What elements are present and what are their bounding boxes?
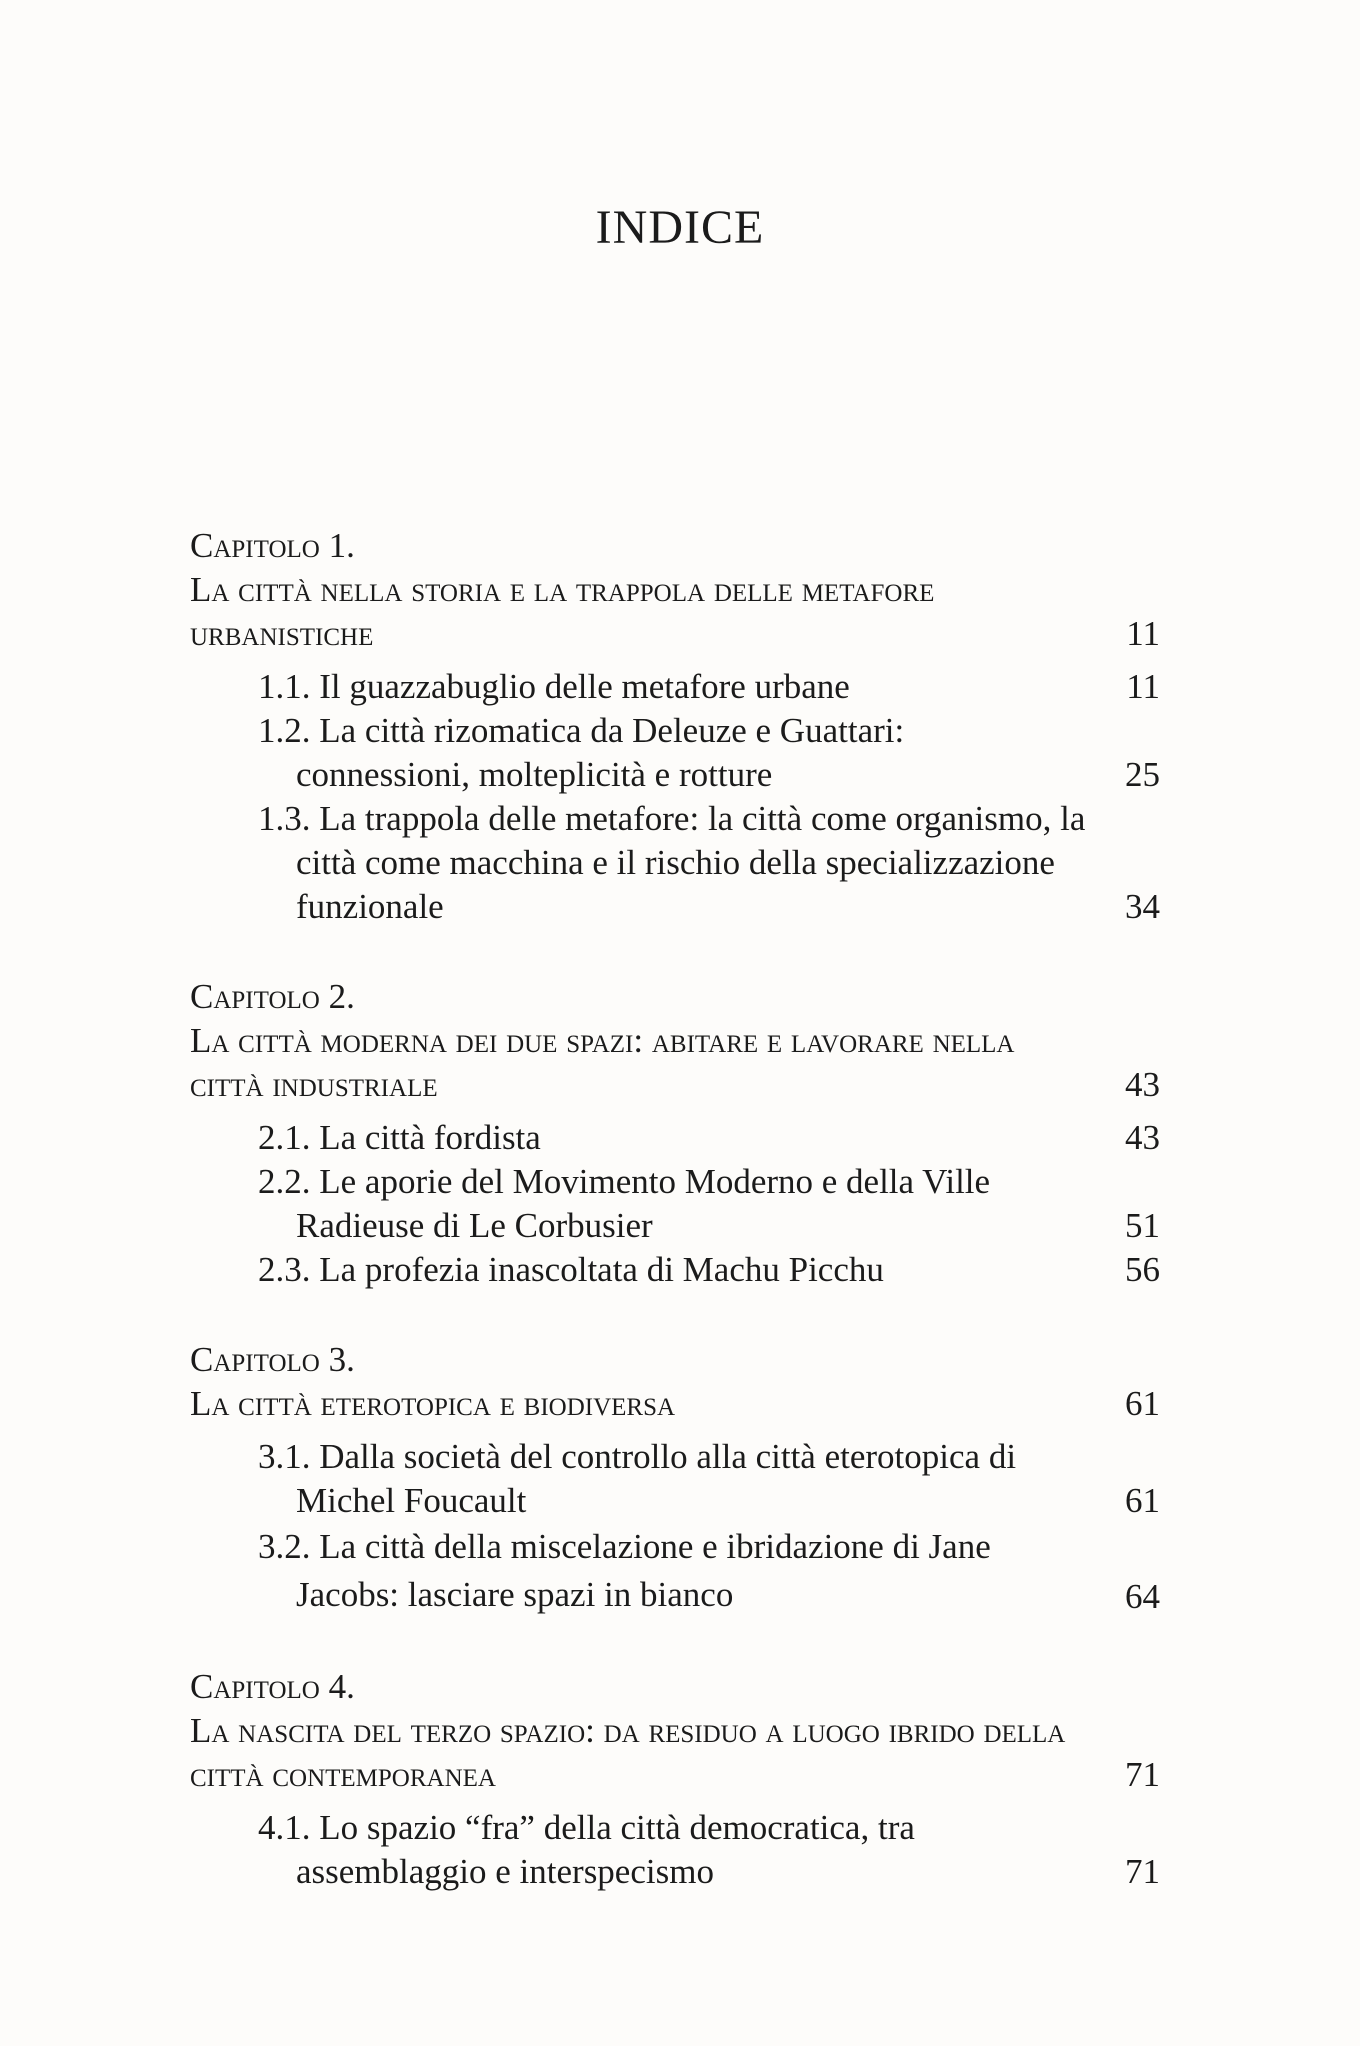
chapter-title: La città moderna dei due spazi: abitare e lavorare nella città industriale	[190, 1021, 1015, 1104]
chapter-title-entry[interactable]	[190, 568, 1160, 656]
section-entry[interactable]	[190, 1806, 1160, 1894]
section-title: 2.1. La città fordista	[258, 1118, 541, 1157]
section-entry[interactable]	[190, 1523, 1160, 1619]
chapter-title: La città nella storia e la trappola delle metafore urbanistiche	[190, 570, 935, 653]
chapter-title-entry[interactable]	[190, 1382, 1160, 1426]
section-entry[interactable]	[190, 1160, 1160, 1248]
chapter-2	[190, 975, 1160, 1292]
section-entry[interactable]	[190, 1248, 1160, 1292]
section-title: 3.2. La città della miscelazione e ibridazione di Jane Jacobs: lasciare spazi in bianco	[258, 1527, 991, 1614]
chapter-title-entry[interactable]	[190, 1019, 1160, 1107]
chapter-label: Capitolo 4.	[190, 1667, 355, 1706]
section-title: 2.3. La profezia inascoltata di Machu Picchu	[258, 1250, 884, 1289]
chapter-4	[190, 1665, 1160, 1894]
chapter-label: Capitolo 1.	[190, 526, 355, 565]
page-number: 25	[1125, 755, 1160, 794]
section-entry[interactable]	[190, 709, 1160, 797]
page-number: 11	[1126, 667, 1160, 706]
section-entry[interactable]	[190, 797, 1160, 929]
page-title: INDICE	[595, 201, 765, 254]
page-number: 43	[1125, 1065, 1160, 1104]
section-title: 1.3. La trappola delle metafore: la città come organismo, la città come macchina e il rischio della specializzazione funzionale	[258, 799, 1086, 926]
section-entry[interactable]	[190, 1116, 1160, 1160]
page-number: 64	[1125, 1577, 1160, 1616]
table-of-contents	[190, 524, 1160, 1940]
section-title: 1.1. Il guazzabuglio delle metafore urbane	[258, 667, 850, 706]
section-entry[interactable]	[190, 665, 1160, 709]
page-number: 51	[1125, 1206, 1160, 1245]
chapter-3	[190, 1338, 1160, 1619]
chapter-title-entry[interactable]	[190, 1709, 1160, 1797]
page-number: 56	[1125, 1250, 1160, 1289]
page-number: 61	[1125, 1481, 1160, 1520]
section-title: 1.2. La città rizomatica da Deleuze e Guattari: connessioni, molteplicità e rotture	[258, 711, 905, 794]
page-number: 11	[1126, 614, 1160, 653]
section-entry[interactable]	[190, 1435, 1160, 1523]
section-title: 2.2. Le aporie del Movimento Moderno e della Ville Radieuse di Le Corbusier	[258, 1162, 991, 1245]
chapter-title: La nascita del terzo spazio: da residuo a luogo ibrido della città contemporanea	[190, 1711, 1066, 1794]
page-number: 71	[1125, 1755, 1160, 1794]
chapter-title: La città eterotopica e biodiversa	[190, 1384, 676, 1423]
chapter-label: Capitolo 2.	[190, 977, 355, 1016]
page-number: 71	[1125, 1852, 1160, 1891]
chapter-1	[190, 524, 1160, 929]
section-title: 4.1. Lo spazio “fra” della città democratica, tra assemblaggio e interspecismo	[258, 1808, 915, 1891]
page-number: 61	[1125, 1384, 1160, 1423]
chapter-label: Capitolo 3.	[190, 1340, 355, 1379]
page-number: 34	[1125, 887, 1160, 926]
section-title: 3.1. Dalla società del controllo alla città eterotopica di Michel Foucault	[258, 1437, 1017, 1520]
page-number: 43	[1125, 1118, 1160, 1157]
